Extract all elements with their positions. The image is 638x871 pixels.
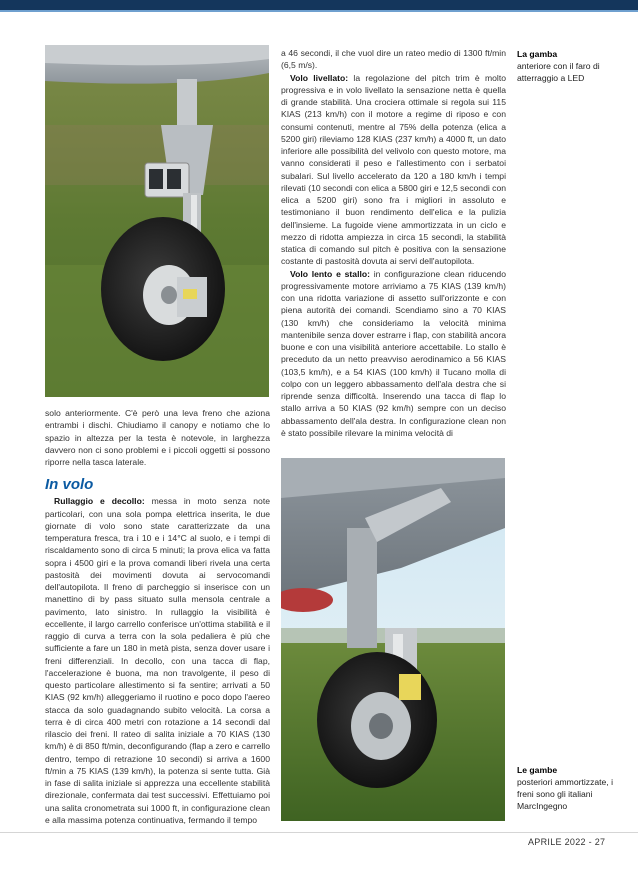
nose-gear-photo [45,45,269,397]
paragraph-lead: Volo lento e stallo: [290,268,370,279]
paragraph-level-flight [281,72,506,268]
caption-main-gear [517,764,617,812]
paragraph [281,47,506,72]
paragraph-text: a 46 secondi, il che vuol dire un rateo medio di 1300 ft/min (6,5 m/s). [281,48,506,71]
page-folio: APRILE 2022 - 27 [528,837,606,847]
caption-text: posteriori ammortizzate, i freni sono gli italiani MarcIngegno [517,777,613,811]
caption-text: anteriore con il faro di atterraggio a LED [517,61,600,83]
section-title: In volo [45,476,94,494]
paragraph-taxi-takeoff [45,495,270,826]
footer-rule [0,832,638,833]
paragraph [45,407,270,468]
paragraph-text: messa in moto senza note particolari, con una sola pompa elettrica inserita, le due giornate di volo sono state caratterizzate da una temperatura fresca, tra i 10 e i 14°C al suolo, e i tempi di riscaldamento sono di circa 5 minuti; la prova elica va fatta sopra i 4500 giri e la prova comandi liberi rivela una certa pastosità dei movimenti dovuta ai servocomandi dell'autopilota. Il freno di parcheggio si inserisce con un manettino di by pass situato sulla mensola centrale a pavimento, lato sinistro. In rullaggio la visibilità è eccellente, il largo carrello conferisce un'ottima stabilità e il raggio di curva a terra con la sola pedaliera è più che sufficiente a fare un 180 in metà pista, senza dover usare i freni differenziali. In decollo, con una tacca di flap, l'accelerazione è buona, ma non travolgente, il peso di questo particolare allestimento si fa sentire; arrivati a 50 KIAS (92 km/h) alleggeriamo il ruotino e poco dopo l'aereo stacca da solo guadagnando subito velocità. La corsa a terra è di circa 400 metri con rotazione a 14 secondi dal rilascio dei freni. Il rateo di salita iniziale a 70 KIAS (130 km/h) è di 850 ft/min, deconfigurando (flap a zero e carrello dentro, tempo di retrazione 10 secondi) si arriva a 1600 ft/min a 75 KIAS (139 km/h), la potenza si sente tutta. Già in fase di salita iniziale si apprezza una eccellente stabilità direzionale, confermata dai test successivi. Effettuiamo poi una salita cronometrata sui 1000 ft, in configurazione clean e alla massima potenza continuativa, fermando il tempo [45,496,270,825]
paragraph-text: in configurazione clean riducendo progressivamente motore arriviamo a 75 KIAS (139 km/h) con una ridotta variazione di assetto sull'orizzonte e con piena autorità dei comandi. Scendiamo sino a 70 KIAS (130 km/h) che consideriamo la velocità minima mantenibile senza dover estrarre i flap, con stabilità ancora buone e con una visibilità anteriore accettabile. Lo stallo è preceduto da un netto preavviso aerodinamico a 56 KIAS (103,5 km/h), e a 54 KIAS (100 km/h) il Tucano molla di colpo con un leggero abbassamento dell'ala destra che si riprende senza difficoltà. Inserendo una tacca di flap lo stallo arriva a 50 KIAS (92 km/h) sempre con un deciso abbassamento dell'ala destra. In configurazione clean non è stato possibile rilevare la minima velocità di [281,268,506,438]
article-column-left [45,407,270,826]
main-gear-photo [281,458,505,821]
paragraph-lead: Volo livellato: [290,72,349,83]
caption-title: La gamba [517,49,558,59]
paragraph-slow-flight [281,268,506,440]
page-header-bar [0,0,638,10]
paragraph-text: la regolazione del pitch trim è molto progressiva e in volo livellato la sensazione netta è quella di grande stabilità. Una crociera ottimale si regola sui 115 KIAS (213 km/h) con il motore a regime di riposo e con consumi contenuti, mentre al 75% della potenza (elica a 5200 giri) rileviamo 128 KIAS (237 km/h) a 4000 ft, un dato inferiore alle possibilità del velivolo con questo motore, ma vanno considerati il peso e l'allestimento con i serbatoi subalari. Sul livello accelerato da 120 a 180 km/h i tempi rilevati (10 secondi con elica a 5800 giri e 12,5 secondi con elica a 5200 giri) sono fra i migliori in assoluto e testimoniano il buon rendimento dell'elica e la pulizia dell'insieme. La fugoide viene ammortizzata in un ciclo e mezzo di ridotta ampiezza in circa 15 secondi, la stabilità statica di comando sul pitch è positiva con la sensazione costante di pastosità dovuta ai servi dell'autopilota. [281,72,507,267]
article-column-mid [281,47,506,439]
paragraph-text: solo anteriormente. C'è però una leva freno che aziona entrambi i dischi. Chiudiamo il canopy e notiamo che lo spazio in altezza per la testa è notevole, in larghezza davvero non ci sono problemi e i piccoli oggetti si possono riporre nella tasca laterale. [45,408,270,467]
caption-nose-gear [517,48,617,84]
paragraph-lead: Rullaggio e decollo: [54,496,145,507]
caption-title: Le gambe [517,765,558,775]
